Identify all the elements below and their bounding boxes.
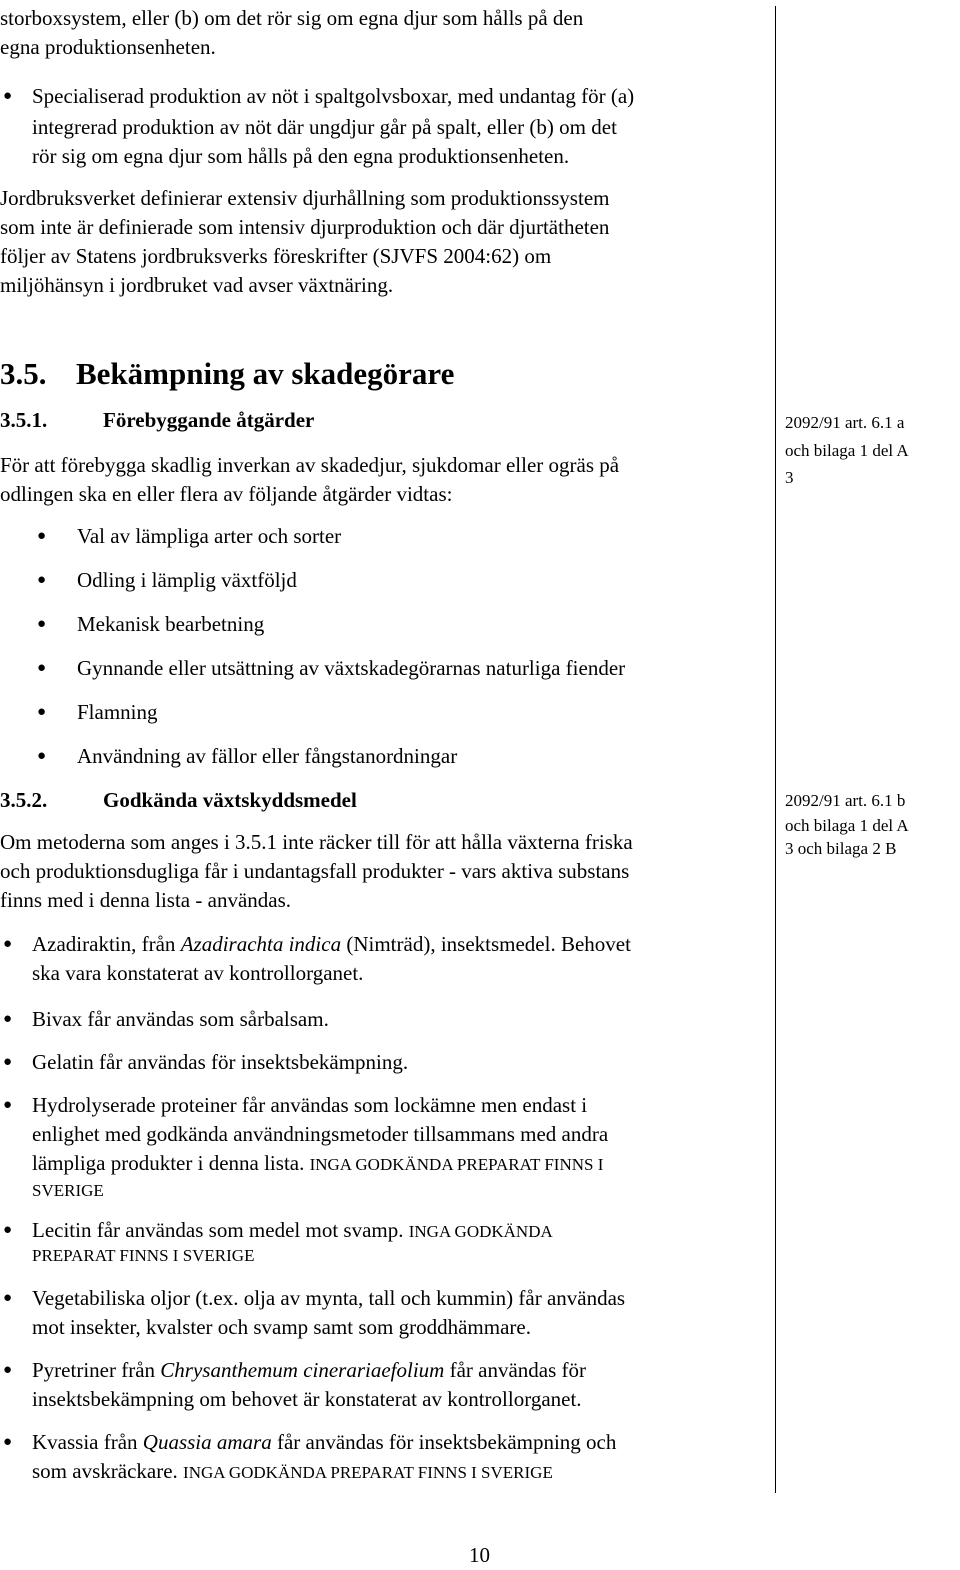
list-item-bivax: Bivax får användas som sårbalsam. bbox=[32, 1007, 329, 1031]
bullet-icon: ● bbox=[3, 1222, 13, 1238]
list-item-vegetabiliska: Vegetabiliska oljor (t.ex. olja av mynta, tall och kummin) får användas bbox=[32, 1286, 626, 1310]
text-line: egna produktionsenheten. bbox=[0, 35, 216, 59]
text-line: rör sig om egna djur som hålls på den egna produktionsenheten. bbox=[32, 144, 570, 168]
list-item-lecitin: Lecitin får användas som medel mot svamp. INGA GODKÄNDA bbox=[32, 1218, 553, 1242]
bullet-icon: ● bbox=[3, 1097, 13, 1113]
section-number: 3.5. bbox=[0, 356, 47, 391]
list-item-azadiraktin: Azadiraktin, från Azadirachta indica (Nimträd), insektsmedel. Behovet bbox=[32, 932, 631, 956]
text-line: storboxsystem, eller (b) om det rör sig om egna djur som hålls på den bbox=[0, 6, 584, 30]
text-line: finns med i denna lista - användas. bbox=[0, 888, 292, 912]
list-item: Mekanisk bearbetning bbox=[77, 612, 265, 636]
text-line: Specialiserad produktion av nöt i spaltgolvsboxar, med undantag för (a) bbox=[32, 84, 635, 108]
subsection-number: 3.5.2. bbox=[0, 788, 48, 812]
list-item: Gynnande eller utsättning av växtskadegörarnas naturliga fiender bbox=[77, 656, 626, 680]
bullet-icon: ● bbox=[3, 88, 13, 104]
text-line: För att förebygga skadlig inverkan av skadedjur, sjukdomar eller ogräs på bbox=[0, 453, 620, 477]
subsection-title: Godkända växtskyddsmedel bbox=[103, 788, 357, 812]
bullet-icon: ● bbox=[37, 704, 47, 720]
text-line: mot insekter, kvalster och svamp samt som groddhämmare. bbox=[32, 1315, 531, 1339]
page-number: 10 bbox=[469, 1543, 490, 1567]
bullet-icon: ● bbox=[3, 936, 13, 952]
margin-divider bbox=[775, 6, 776, 1493]
list-item-pyretriner: Pyretriner från Chrysanthemum cinerariaefolium får användas för bbox=[32, 1358, 587, 1382]
list-item: Val av lämpliga arter och sorter bbox=[77, 524, 342, 548]
margin-reference: 3 och bilaga 2 B bbox=[785, 839, 897, 858]
bullet-icon: ● bbox=[3, 1434, 13, 1450]
section-title: Bekämpning av skadegörare bbox=[76, 356, 455, 391]
bullet-icon: ● bbox=[37, 528, 47, 544]
text-line: som avskräckare. INGA GODKÄNDA PREPARAT FINNS I SVERIGE bbox=[32, 1459, 553, 1483]
list-item: Flamning bbox=[77, 700, 158, 724]
list-item: Användning av fällor eller fångstanordningar bbox=[77, 744, 458, 768]
text-line: lämpliga produkter i denna lista. INGA GODKÄNDA PREPARAT FINNS I bbox=[32, 1151, 604, 1175]
text-line: Jordbruksverket definierar extensiv djurhållning som produktionssystem bbox=[0, 186, 610, 210]
text-line: PREPARAT FINNS I SVERIGE bbox=[32, 1246, 255, 1265]
bullet-icon: ● bbox=[37, 572, 47, 588]
list-item-hydrolyserade: Hydrolyserade proteiner får användas som lockämne men endast i bbox=[32, 1093, 588, 1117]
text-line: Om metoderna som anges i 3.5.1 inte räcker till för att hålla växterna friska bbox=[0, 830, 633, 854]
text-line: som inte är definierade som intensiv djurproduktion och där djurtätheten bbox=[0, 215, 610, 239]
list-item-kvassia: Kvassia från Quassia amara får användas för insektsbekämpning och bbox=[32, 1430, 617, 1454]
bullet-icon: ● bbox=[3, 1054, 13, 1070]
margin-reference: och bilaga 1 del A bbox=[785, 816, 909, 835]
text-line: ska vara konstaterat av kontrollorganet. bbox=[32, 961, 364, 985]
bullet-icon: ● bbox=[3, 1362, 13, 1378]
text-line: enlighet med godkända användningsmetoder tillsammans med andra bbox=[32, 1122, 609, 1146]
text-line: miljöhänsyn i jordbruket vad avser växtnäring. bbox=[0, 273, 394, 297]
margin-reference: 2092/91 art. 6.1 b bbox=[785, 791, 906, 810]
bullet-icon: ● bbox=[37, 748, 47, 764]
list-item-gelatin: Gelatin får användas för insektsbekämpning. bbox=[32, 1050, 409, 1074]
text-line: SVERIGE bbox=[32, 1181, 104, 1200]
subsection-number: 3.5.1. bbox=[0, 408, 48, 432]
text-line: och produktionsdugliga får i undantagsfall produkter - vars aktiva substans bbox=[0, 859, 630, 883]
margin-reference: 3 bbox=[785, 468, 794, 487]
bullet-icon: ● bbox=[3, 1290, 13, 1306]
text-line: följer av Statens jordbruksverks föreskrifter (SJVFS 2004:62) om bbox=[0, 244, 552, 268]
bullet-icon: ● bbox=[37, 616, 47, 632]
text-line: odlingen ska en eller flera av följande åtgärder vidtas: bbox=[0, 482, 453, 506]
bullet-icon: ● bbox=[3, 1011, 13, 1027]
text-line: insektsbekämpning om behovet är konstaterat av kontrollorganet. bbox=[32, 1387, 582, 1411]
list-item: Odling i lämplig växtföljd bbox=[77, 568, 297, 592]
text-line: integrerad produktion av nöt där ungdjur går på spalt, eller (b) om det bbox=[32, 115, 617, 139]
subsection-title: Förebyggande åtgärder bbox=[103, 408, 315, 432]
margin-reference: 2092/91 art. 6.1 a bbox=[785, 413, 905, 432]
bullet-icon: ● bbox=[37, 660, 47, 676]
margin-reference: och bilaga 1 del A bbox=[785, 441, 909, 460]
